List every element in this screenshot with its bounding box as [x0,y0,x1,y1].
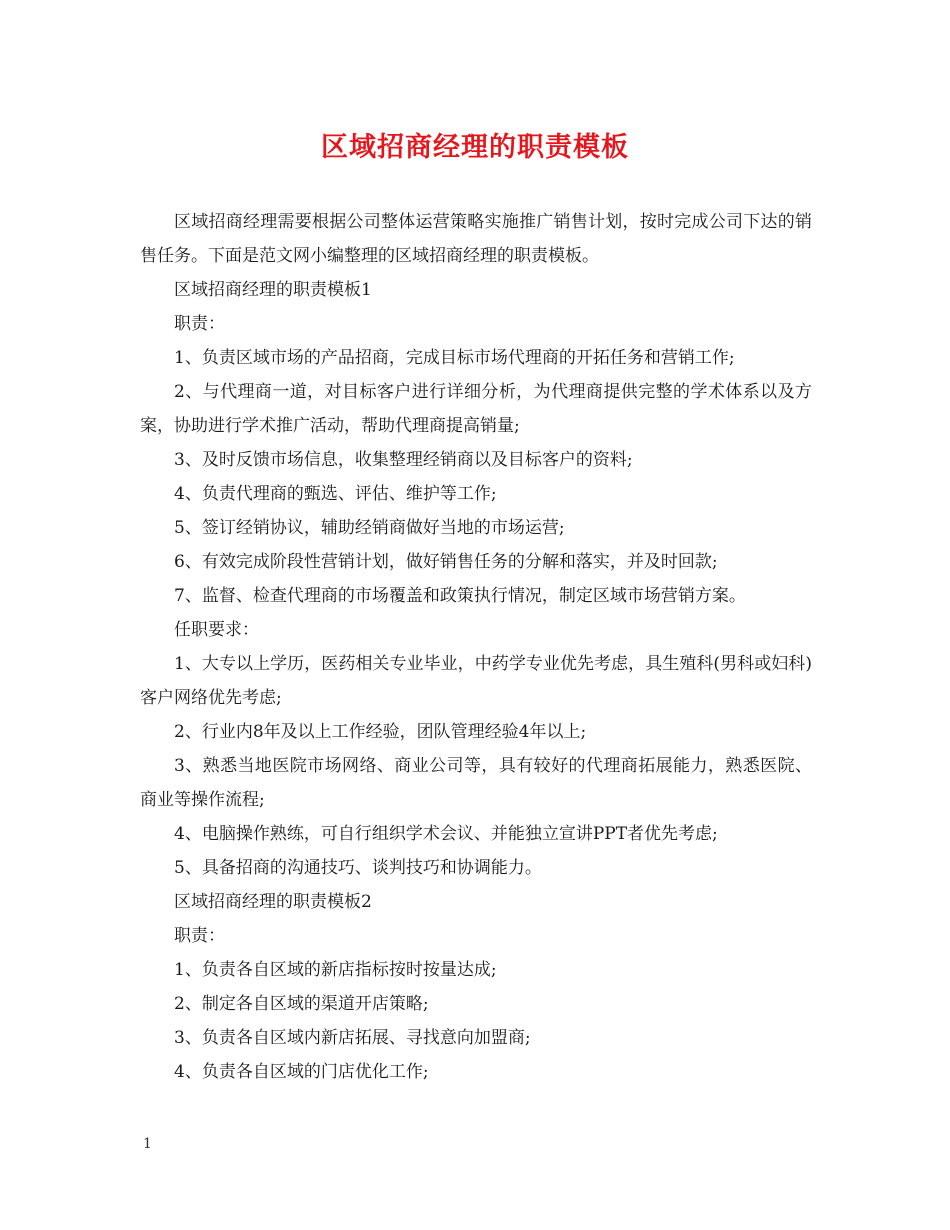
section-heading-template-1: 区域招商经理的职责模板1 [174,280,372,300]
duty-item: 2、与代理商一道，对目标客户进行详细分析，为代理商提供完整的学术体系以及方案，协助进行学术推广活动，帮助代理商提高销量; [140,382,812,436]
duty-item: 4、负责各自区域的门店优化工作; [174,1062,429,1082]
duty-item: 3、及时反馈市场信息，收集整理经销商以及目标客户的资料; [174,450,633,470]
document-title: 区域招商经理的职责模板 [321,132,629,163]
requirement-item: 5、具备招商的沟通技巧、谈判技巧和协调能力。 [174,858,542,878]
duty-item: 1、负责各自区域的新店指标按时按量达成; [174,960,497,980]
duty-item: 1、负责区域市场的产品招商，完成目标市场代理商的开拓任务和营销工作; [174,348,735,368]
intro-paragraph: 区域招商经理需要根据公司整体运营策略实施推广销售计划，按时完成公司下达的销售任务。下面是范文网小编整理的区域招商经理的职责模板。 [140,212,812,266]
page-number: 1 [143,1136,152,1152]
requirement-item: 1、大专以上学历，医药相关专业毕业，中药学专业优先考虑，具生殖科(男科或妇科)客户网络优先考虑; [140,654,812,708]
requirement-item: 3、熟悉当地医院市场网络、商业公司等，具有较好的代理商拓展能力，熟悉医院、商业等操作流程; [140,756,812,810]
requirement-item: 4、电脑操作熟练，可自行组织学术会议、并能独立宣讲PPT者优先考虑; [174,824,718,844]
duty-item: 6、有效完成阶段性营销计划，做好销售任务的分解和落实，并及时回款; [174,552,718,572]
duty-item: 4、负责代理商的甄选、评估、维护等工作; [174,484,497,504]
duties-label: 职责： [174,926,225,946]
document-body [140,205,812,1089]
duty-item: 7、监督、检查代理商的市场覆盖和政策执行情况，制定区域市场营销方案。 [174,586,746,606]
duties-label: 职责： [174,314,225,334]
requirement-item: 2、行业内8年及以上工作经验，团队管理经验4年以上; [174,722,587,742]
section-heading-template-2: 区域招商经理的职责模板2 [174,892,372,912]
duty-item: 2、制定各自区域的渠道开店策略; [174,994,429,1014]
duty-item: 3、负责各自区域内新店拓展、寻找意向加盟商; [174,1028,531,1048]
requirements-label: 任职要求： [174,620,259,640]
duty-item: 5、签订经销协议，辅助经销商做好当地的市场运营; [174,518,565,538]
